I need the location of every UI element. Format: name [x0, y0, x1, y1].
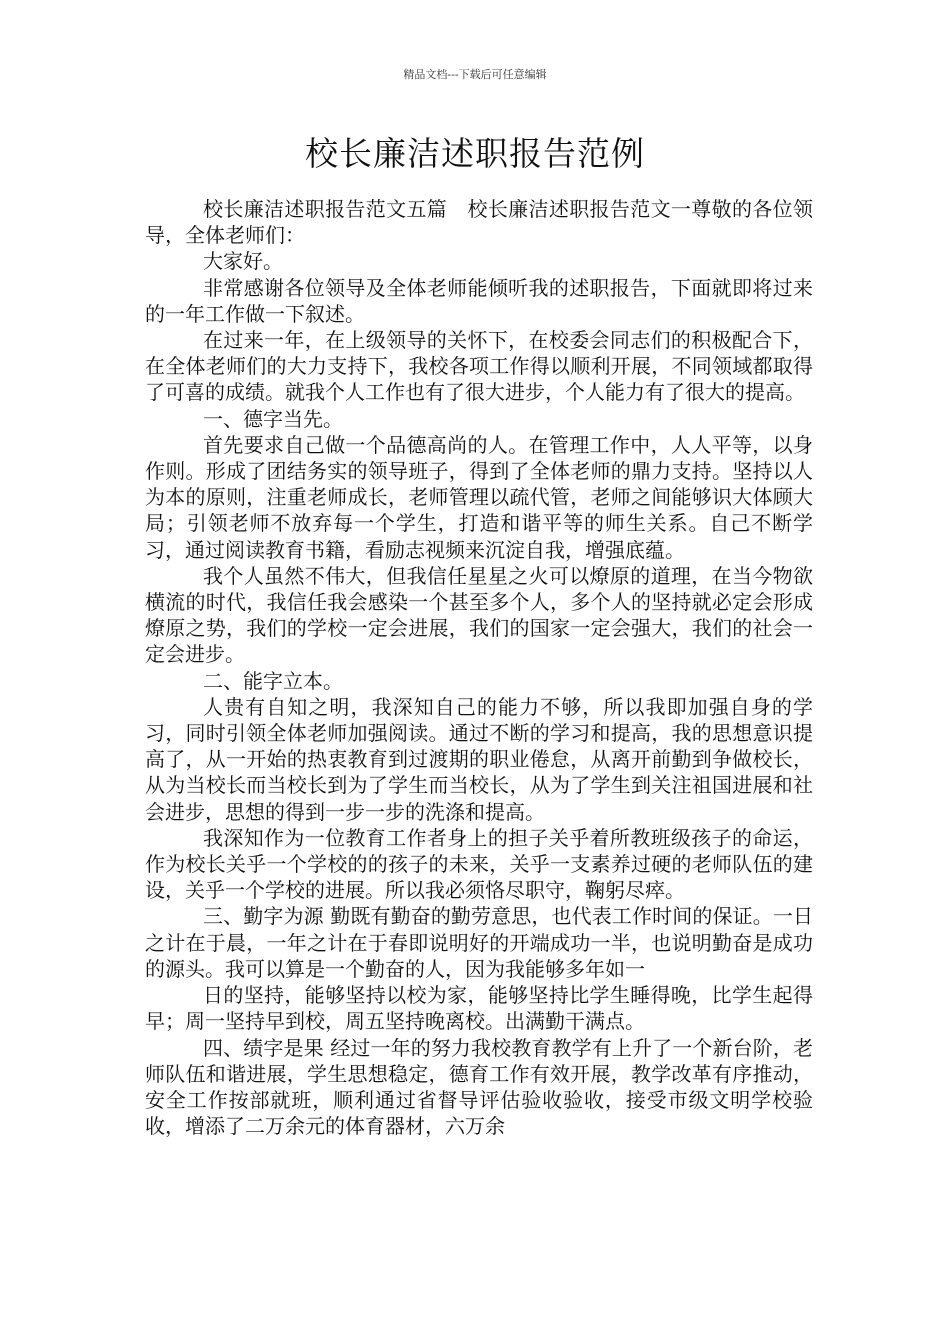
paragraph-belief: 我个人虽然不伟大，但我信任星星之火可以燎原的道理，在当今物欲横流的时代，我信任我会感染一个甚至多个人，多个人的坚持就必定会形成燎原之势，我们的学校一定会进展，我们的国家一定会强大，我们的社会一定会进步。	[145, 563, 813, 667]
section-heading-ability: 二、能字立本。	[203, 668, 343, 693]
section-heading-virtue: 一、德字当先。	[203, 406, 343, 431]
paragraph-thanks: 非常感谢各位领导及全体老师能倾听我的述职报告，下面就即将过来的一年工作做一下叙述。	[145, 275, 813, 326]
section-achievement: 四、绩字是果 经过一年的努力我校教育教学有上升了一个新台阶，老师队伍和谐进展，学生思想稳定，德育工作有效开展，教学改革有序推动，安全工作按部就班，顺利通过省督导评估验收验收，接受市级文明学校验收，增添了二万余元的体育器材，六万余	[145, 1035, 813, 1139]
page-header-note: 精品文档---下载后可任意编辑	[403, 68, 547, 81]
paragraph-overview: 在过来一年，在上级领导的关怀下，在校委会同志们的积极配合下，在全体老师们的大力支持下，我校各项工作得以顺利开展，不同领域都取得了可喜的成绩。就我个人工作也有了很大进步，个人能力有了很大的提高。	[145, 328, 813, 405]
section-diligence: 三、勤字为源 勤既有勤奋的勤劳意思，也代表工作时间的保证。一日之计在于晨，一年之计在于春即说明好的开端成功一半，也说明勤奋是成功的源头。我可以算是一个勤奋的人，因为我能够多年如一	[145, 904, 813, 981]
document-body	[145, 196, 813, 1139]
paragraph-responsibility: 我深知作为一位教育工作者身上的担子关乎着所教班级孩子的命运，作为校长关乎一个学校的的孩子的未来，关乎一支素养过硬的老师队伍的建设，关乎一个学校的进展。所以我必须恪尽职守，鞠躬尽瘁。	[145, 825, 813, 903]
document-title: 校长廉洁述职报告范例	[305, 134, 645, 173]
paragraph-intro: 校长廉洁述职报告范文五篇 校长廉洁述职报告范文一尊敬的各位领导，全体老师们：	[145, 197, 813, 248]
paragraph-virtue: 首先要求自己做一个品德高尚的人。在管理工作中，人人平等，以身作则。形成了团结务实的领导班子，得到了全体老师的鼎力支持。坚持以人为本的原则，注重老师成长，老师管理以疏代管，老师之间能够识大体顾大局；引领老师不放弃每一个学生，打造和谐平等的师生关系。自己不断学习，通过阅读教育书籍，看励志视频来沉淀自我，增强底蕴。	[145, 432, 813, 562]
paragraph-diligence-cont: 日的坚持，能够坚持以校为家，能够坚持比学生睡得晚，比学生起得早；周一坚持早到校，周五坚持晚离校。出满勤干满点。	[145, 983, 813, 1034]
paragraph-ability: 人贵有自知之明，我深知自己的能力不够，所以我即加强自身的学习，同时引领全体老师加强阅读。通过不断的学习和提高，我的思想意识提高了，从一开始的热衷教育到过渡期的职业倦怠，从离开前勤到争做校长，从为当校长而当校长到为了学生而当校长，从为了学生到关注祖国进展和社会进步，思想的得到一步一步的洗涤和提高。	[145, 694, 813, 824]
paragraph-greeting: 大家好。	[203, 249, 283, 274]
